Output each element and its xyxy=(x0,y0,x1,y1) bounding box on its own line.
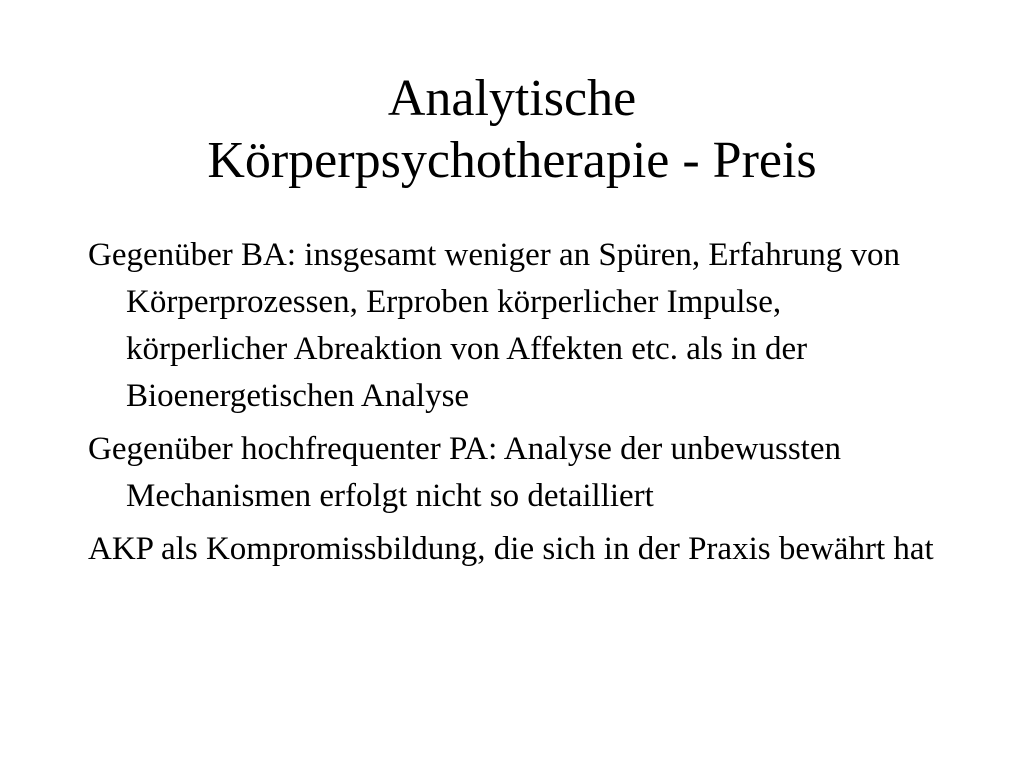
bullet-item-ba: Gegenüber BA: insgesamt weniger an Spüren, Erfahrung von Körperprozessen, Erproben körperlicher Impulse, körperlicher Abreaktion von Affekten etc. als in der Bioenergetischen Analyse xyxy=(88,237,900,414)
bullet-item-akp: AKP als Kompromissbildung, die sich in der Praxis bewährt hat xyxy=(88,531,934,567)
slide-title-line-1: Analytische xyxy=(387,70,637,127)
bullet-list xyxy=(88,232,948,579)
bullet-item-pa: Gegenüber hochfrequenter PA: Analyse der unbewussten Mechanismen erfolgt nicht so detailliert xyxy=(88,431,841,514)
slide-title xyxy=(40,68,984,192)
slide-title-line-2: Körperpsychotherapie - Preis xyxy=(207,132,817,189)
